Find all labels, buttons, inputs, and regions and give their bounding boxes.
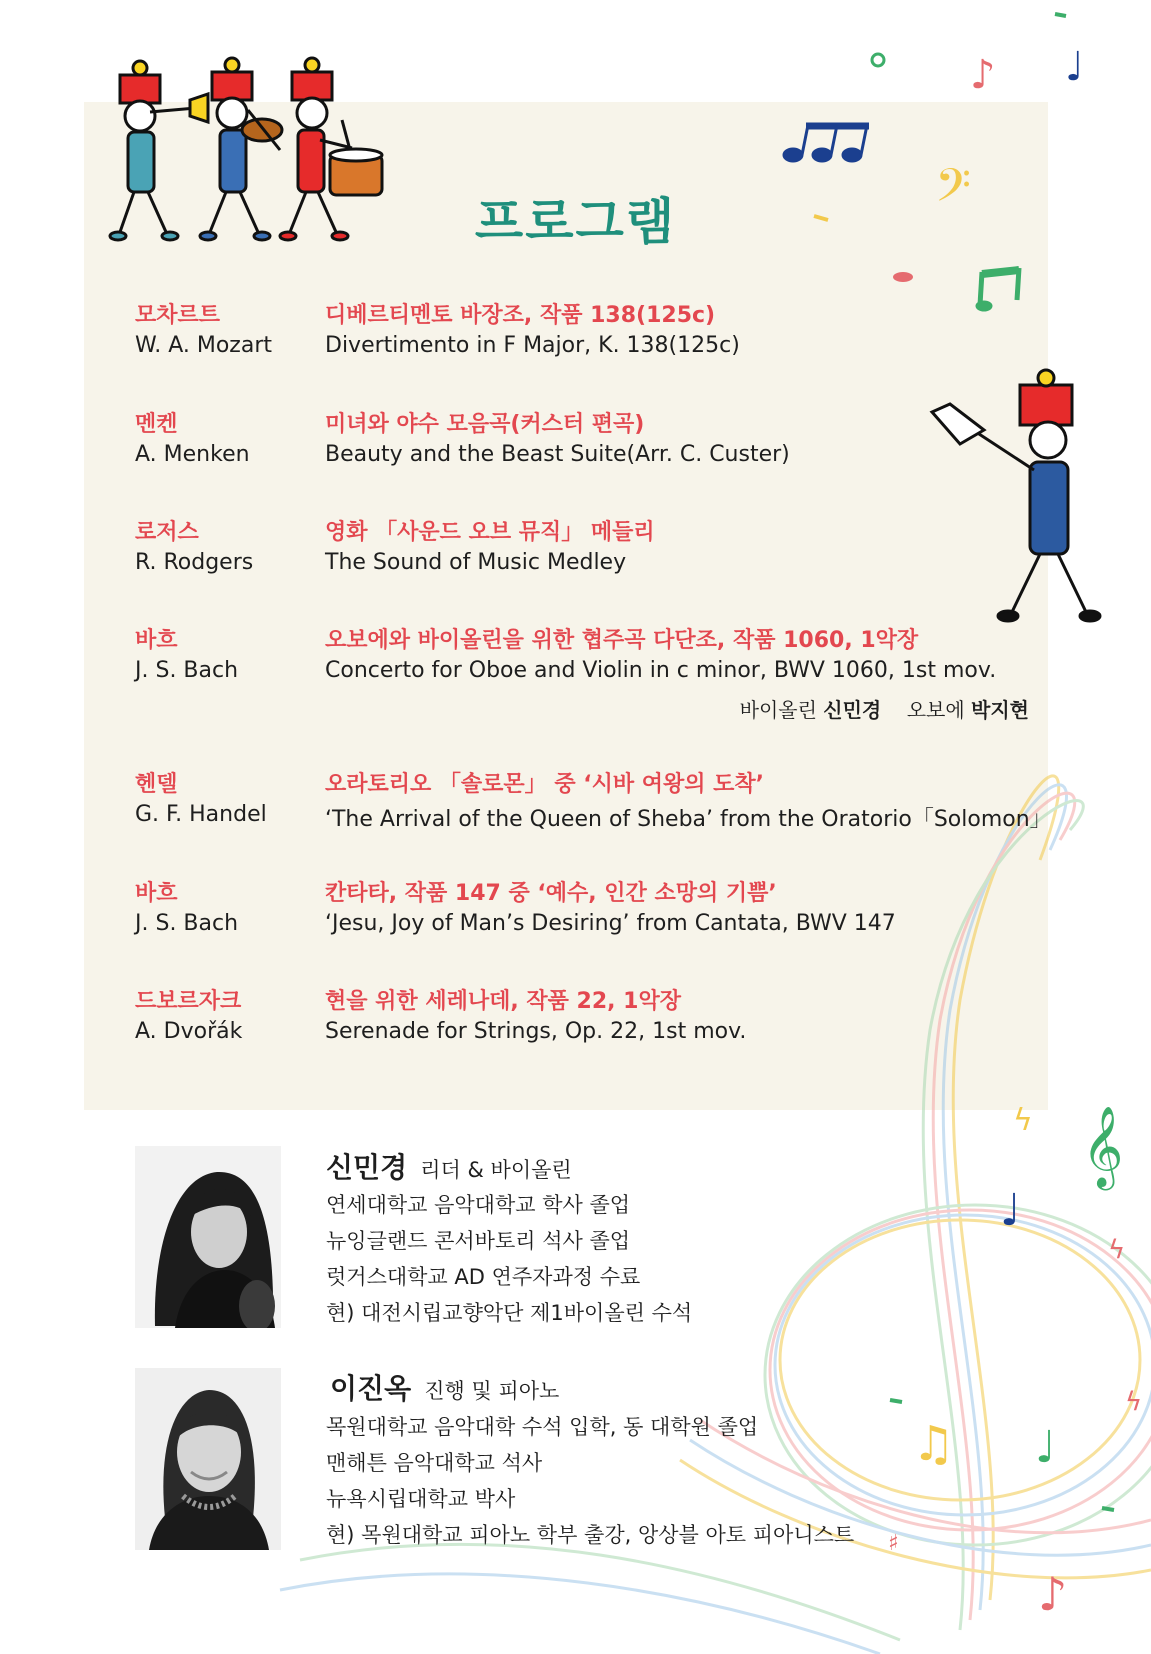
bio-line: 현) 목원대학교 피아노 학부 출강, 앙상블 아토 피아니스트	[326, 1523, 855, 1547]
composer-english: W. A. Mozart	[135, 333, 273, 358]
composer-english: J. S. Bach	[135, 658, 239, 683]
performer-photo-pianist	[135, 1368, 281, 1550]
performer-photo-violinist	[135, 1146, 281, 1328]
sharp-icon: ♯	[888, 1531, 899, 1556]
performer-heading	[330, 1367, 559, 1407]
bio-line: 맨해튼 음악대학교 석사	[326, 1451, 543, 1475]
dash-icon	[890, 1400, 902, 1402]
composer-korean: 멘켄	[135, 412, 178, 437]
violin-soloist-name: 신민경	[823, 698, 882, 722]
composer-korean: 드보르자크	[135, 989, 242, 1014]
page-title: 프로그램	[474, 193, 677, 251]
bass-clef-icon: 𝄢	[935, 159, 972, 224]
blue-note-icon: ♩	[1065, 44, 1084, 90]
performer-name: 신민경	[326, 1151, 408, 1184]
composer-korean: 로저스	[135, 520, 199, 545]
piece-title-korean: 오라토리오 「솔로몬」 중 ‘시바 여왕의 도착’	[325, 772, 765, 797]
bio-line: 럿거스대학교 AD 연주자과정 수료	[326, 1265, 641, 1289]
piece-title-english: ‘Jesu, Joy of Man’s Desiring’ from Cantata, BWV 147	[325, 911, 896, 936]
dot-icon	[872, 54, 884, 66]
piece-title-english: Concerto for Oboe and Violin in c minor, BWV 1060, 1st mov.	[325, 658, 997, 683]
composer-english: R. Rodgers	[135, 550, 254, 575]
composer-korean: 바흐	[135, 628, 178, 653]
composer-english: A. Dvořák	[135, 1019, 243, 1044]
composer-korean: 모차르트	[135, 303, 221, 328]
bio-line: 현) 대전시립교향악단 제1바이올린 수석	[326, 1301, 693, 1325]
performer-role: 리더 & 바이올린	[420, 1158, 572, 1182]
piece-title-korean: 오보에와 바이올린을 위한 협주곡 다단조, 작품 1060, 1악장	[325, 628, 919, 653]
beamed-notes-icon	[783, 125, 869, 162]
composer-english: G. F. Handel	[135, 802, 267, 827]
performer-name: 이진옥	[330, 1372, 412, 1405]
dot-icon	[893, 272, 913, 282]
bio-line: 뉴잉글랜드 콘서바토리 석사 졸업	[326, 1229, 631, 1253]
green-eighth-notes-icon	[976, 268, 1019, 311]
oboe-soloist-name: 박지현	[971, 698, 1029, 722]
piece-title-korean: 현을 위한 세레나데, 작품 22, 1악장	[325, 989, 681, 1014]
piece-title-korean: 미녀와 야수 모음곡(커스터 편곡)	[325, 412, 645, 437]
piece-title-korean: 영화 「사운드 오브 뮤직」 메들리	[325, 520, 655, 545]
piece-title-english: Serenade for Strings, Op. 22, 1st mov.	[325, 1019, 747, 1044]
bio-line: 뉴욕시립대학교 박사	[326, 1487, 516, 1511]
conductor-illustration	[932, 370, 1100, 621]
piece-title-english: Beauty and the Beast Suite(Arr. C. Custer)	[325, 442, 790, 467]
performer-role: 진행 및 피아노	[424, 1379, 560, 1403]
blue-note-icon: ♩	[1000, 1185, 1021, 1236]
performer-bio	[326, 1187, 692, 1331]
dash-icon	[1055, 14, 1066, 16]
bio-line: 연세대학교 음악대학교 학사 졸업	[326, 1193, 631, 1217]
yellow-squiggle-icon: ϟ	[1013, 1103, 1033, 1138]
red-squiggle-icon: ϟ	[1108, 1235, 1126, 1265]
piece-title-korean: 칸타타, 작품 147 중 ‘예수, 인간 소망의 기쁨’	[325, 881, 777, 906]
yellow-note-icon: ♫	[912, 1416, 956, 1472]
piece-title-english: The Sound of Music Medley	[325, 550, 627, 575]
violin-label: 바이올린	[739, 698, 817, 722]
soloists-line	[740, 694, 1029, 723]
composer-english: A. Menken	[135, 442, 250, 467]
piece-title-english: ‘The Arrival of the Queen of Sheba’ from the Oratorio「Solomon」	[325, 807, 1052, 832]
red-note-icon: ♪	[1038, 1567, 1068, 1621]
red-note-icon: ♪	[970, 52, 996, 98]
piece-title-english: Divertimento in F Major, K. 138(125c)	[325, 333, 740, 358]
performer-heading	[326, 1146, 572, 1186]
red-squiggle-icon: ϟ	[1125, 1387, 1143, 1417]
piece-title-korean: 디베르티멘토 바장조, 작품 138(125c)	[325, 303, 716, 328]
composer-korean: 헨델	[135, 772, 178, 797]
green-note-icon: ♩	[1035, 1422, 1056, 1473]
dash-icon	[1102, 1508, 1114, 1510]
composer-korean: 바흐	[135, 881, 178, 906]
performer-bio	[326, 1409, 854, 1553]
composer-english: J. S. Bach	[135, 911, 239, 936]
bio-line: 목원대학교 음악대학 수석 입학, 동 대학원 졸업	[326, 1415, 759, 1439]
oboe-label: 오보에	[906, 698, 965, 722]
green-clef-icon: 𝄞	[1082, 1105, 1124, 1187]
